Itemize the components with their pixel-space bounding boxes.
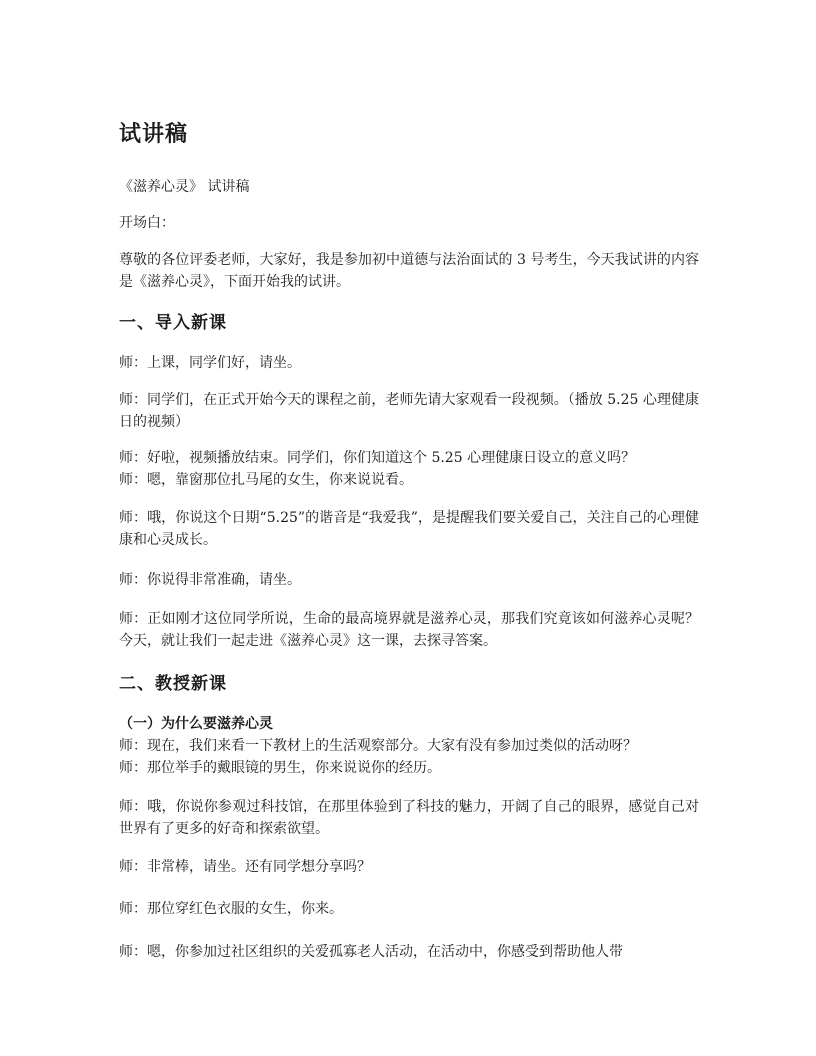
- paragraph-intro-5: 师：你说得非常准确，请坐。: [119, 572, 301, 588]
- paragraph-intro-1: 师：上课，同学们好，请坐。: [119, 355, 301, 371]
- paragraph-teach-3: 师：非常棒，请坐。还有同学想分享吗？: [119, 859, 371, 875]
- opening-label: 开场白：: [119, 215, 175, 231]
- paragraph-intro-3: [119, 447, 699, 491]
- paragraph-teach-2: 师：哦，你说你参观过科技馆，在那里体验到了科技的魅力，开阔了自己的眼界，感觉自己对世界有了更多的好奇和探索欲望。: [119, 799, 699, 837]
- document-subtitle: 《滋养心灵》 试讲稿: [119, 179, 250, 195]
- paragraph-teach-1-line1: 师：现在，我们来看一下教材上的生活观察部分。大家有没有参加过类似的活动呀？: [119, 738, 637, 754]
- paragraph-intro-3-line1: 师：好啦，视频播放结束。同学们，你们知道这个 5.25 心理健康日设立的意义吗？: [119, 450, 636, 466]
- paragraph-teach-1: [119, 735, 699, 779]
- paragraph-intro-4: 师：哦，你说这个日期“5.25”的谐音是“我爱我”，是提醒我们要关爱自己，关注自己的心理健康和心灵成长。: [119, 510, 699, 548]
- opening-paragraph: 尊敬的各位评委老师，大家好，我是参加初中道德与法治面试的 3 号考生，今天我试讲的内容是《滋养心灵》，下面开始我的试讲。: [119, 252, 699, 290]
- paragraph-teach-1-line2: 师：那位举手的戴眼镜的男生，你来说说你的经历。: [119, 760, 441, 776]
- paragraph-teach-5: 师：嗯，你参加过社区组织的关爱孤寡老人活动，在活动中，你感受到帮助他人带: [119, 944, 623, 960]
- paragraph-intro-6: 师：正如刚才这位同学所说，生命的最高境界就是滋养心灵，那我们究竟该如何滋养心灵呢？今天，就让我们一起走进《滋养心灵》这一课，去探寻答案。: [119, 611, 699, 649]
- paragraph-teach-4: 师：那位穿红色衣服的女生，你来。: [119, 901, 343, 917]
- paragraph-intro-2: 师：同学们，在正式开始今天的课程之前，老师先请大家观看一段视频。（播放 5.25 心理健康日的视频）: [119, 392, 699, 430]
- paragraph-intro-3-line2: 师：嗯，靠窗那位扎马尾的女生，你来说说看。: [119, 472, 413, 488]
- document-title: 试讲稿: [119, 122, 189, 147]
- subsection-heading-why: （一）为什么要滋养心灵: [119, 716, 273, 732]
- section-heading-intro: 一、导入新课: [119, 313, 227, 333]
- section-heading-teaching: 二、教授新课: [119, 674, 227, 694]
